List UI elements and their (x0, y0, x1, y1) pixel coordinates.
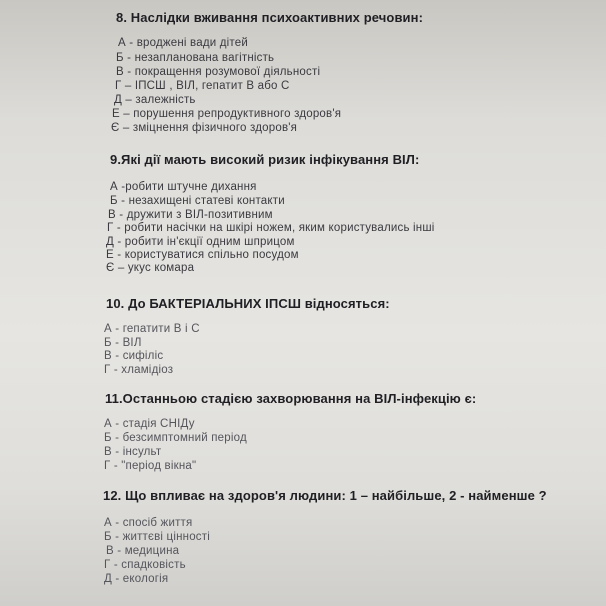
question-10-option-b: Б - ВІЛ (104, 337, 142, 349)
question-10-title: 10. До БАКТЕРІАЛЬНИХ ІПСШ відносяться: (106, 296, 390, 311)
question-9-option-ye: Є – укус комара (106, 262, 195, 274)
question-11-option-b: Б - безсимптомний період (104, 432, 247, 444)
question-12-option-v: В - медицина (106, 545, 180, 557)
question-9-option-v: В - дружити з ВІЛ-позитивним (108, 209, 273, 221)
question-9-option-g: Г - робити насічки на шкірі ножем, яким користувались інші (107, 222, 435, 234)
question-11-option-g: Г - "період вікна" (104, 460, 197, 472)
question-12-option-d: Д - екологія (104, 573, 169, 585)
question-12-option-g: Г - спадковість (104, 559, 186, 571)
question-8-option-a: А - вроджені вади дітей (118, 37, 248, 49)
question-12-title: 12. Що впливає на здоров'я людини: 1 – найбільше, 2 - найменше ? (103, 488, 547, 503)
question-8-title: 8. Наслідки вживання психоактивних речовин: (116, 10, 424, 25)
question-11-option-v: В - інсульт (104, 446, 162, 458)
question-8-option-b: Б - незапланована вагітність (116, 52, 275, 64)
question-9-title: 9.Які дії мають високий ризик інфікування ВІЛ: (110, 152, 420, 167)
question-9-option-a: А -робити штучне дихання (110, 181, 257, 193)
question-8-option-v: В - покращення розумової діяльності (116, 66, 321, 78)
question-8-option-ye: Є – зміцнення фізичного здоров'я (111, 122, 298, 134)
question-9-option-b: Б - незахищені статеві контакти (110, 195, 285, 207)
question-12-option-b: Б - життєві цінності (104, 531, 210, 543)
question-8-option-e: Е – порушення репродуктивного здоров'я (112, 108, 342, 120)
question-8-option-g: Г – ІПСШ , ВІЛ, гепатит В або С (115, 80, 290, 92)
question-9-option-e: Е - користуватися спільно посудом (106, 249, 299, 261)
question-11-title: 11.Останньою стадією захворювання на ВІЛ-інфекцію є: (105, 391, 477, 406)
question-11-option-a: А - стадія СНІДу (104, 418, 195, 430)
question-12-option-a: А - спосіб життя (104, 517, 193, 529)
question-10-option-g: Г - хламідіоз (104, 364, 174, 376)
question-8-option-d: Д – залежність (114, 94, 196, 106)
question-10-option-v: В - сифіліс (104, 350, 164, 362)
question-10-option-a: А - гепатити В і С (104, 323, 200, 335)
question-9-option-d: Д - робити ін'єкції одним шприцом (106, 236, 295, 248)
